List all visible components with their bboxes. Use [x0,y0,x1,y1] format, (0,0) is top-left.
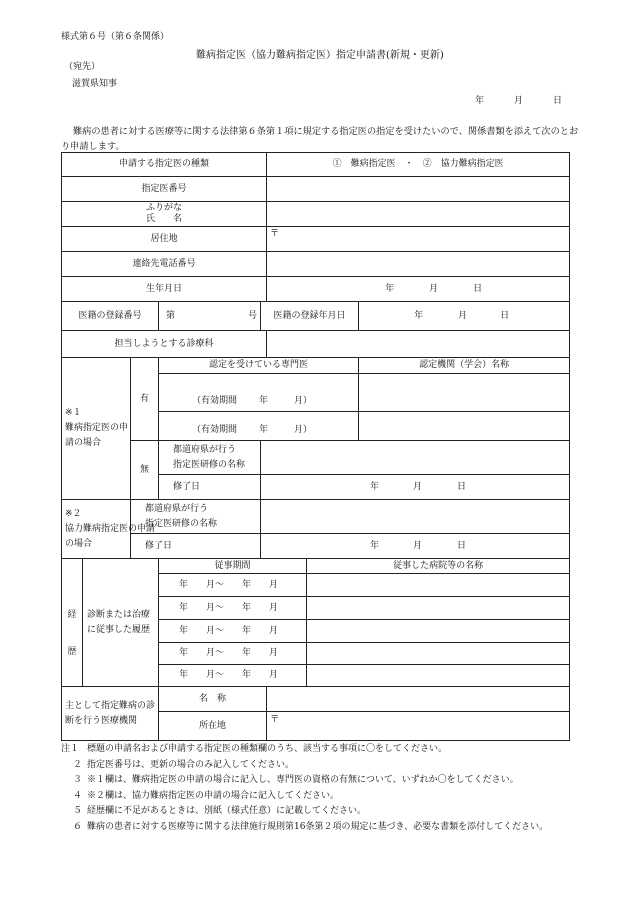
date-year: 年 [475,96,485,106]
training-label-1: 都道府県が行う 指定医研修の名称 [159,441,261,475]
doctor-no-field[interactable] [267,177,570,202]
application-form [61,152,570,741]
birth-day: 日 [473,283,483,294]
furigana-label: ふりがな [146,203,183,213]
reg-no-field[interactable] [159,302,261,331]
period-row-5[interactable]: 年 月～ 年 月 [159,665,307,687]
address-label: 居住地 [62,227,267,252]
birth-year: 年 [385,283,395,294]
birth-label: 生年月日 [62,277,267,302]
cert-org-field-1[interactable] [359,374,570,412]
note-6: ６ 難病の患者に対する医療等に関する法律施行規則第16条第２項の規定に基づき、必要な書類を添付してください。 [73,821,549,832]
completion-field-1[interactable] [261,475,570,500]
training-field-2[interactable] [261,500,570,534]
birth-month: 月 [429,283,439,294]
date-day: 日 [553,96,563,106]
dept-label: 担当しようとする診療科 [62,331,267,358]
hospital-label: 従事した病院等の名称 [307,559,570,574]
s2-label-cell [62,500,156,559]
date-month: 月 [514,96,524,106]
completion-label-1: 修了日 [159,475,261,500]
valid-close-2: 月） [294,425,313,435]
cert-org-label: 認定機関（学会）名称 [359,358,570,374]
reg-date-field[interactable] [359,302,570,331]
hospital-row-1[interactable] [307,574,570,597]
training-label-2: 都道府県が行う 指定医研修の名称 [131,500,261,534]
addressee-label: （宛先） [64,62,101,72]
addressee: 滋賀県知事 [72,79,118,89]
yes-label[interactable]: 有 [131,358,159,441]
career-label-cell [62,559,83,687]
specialist-field-1[interactable] [159,374,359,412]
valid-label-1: （有効期間 [192,396,238,406]
career-desc: 診断または治療に従事した履歴 [83,559,159,687]
phone-label: 連絡先電話番号 [62,252,267,277]
reg-no-label: 医籍の登録番号 [62,302,159,331]
inst-name-field[interactable] [267,687,570,712]
comp1-year: 年 [370,481,380,492]
specialist-field-2[interactable] [159,412,359,441]
notes [61,742,581,835]
inst-name-label: 名 称 [159,687,267,712]
comp2-year: 年 [370,540,380,551]
note-3: ３ ※１欄は、難病指定医の申請の場合に記入し、専門医の資格の有無について、いずれか〇をしてください。 [73,775,519,785]
reg-dai: 第 [166,310,176,321]
type-options[interactable]: ① 難病指定医 ・ ② 協力難病指定医 [267,153,570,177]
period-row-2[interactable]: 年 月～ 年 月 [159,597,307,620]
comp2-month: 月 [413,540,423,551]
note-4: ４ ※２欄は、協力難病指定医の申請の場合に記入してください。 [73,790,340,801]
intro-text: 難病の患者に対する医療等に関する法律第６条第１項に規定する指定医の指定を受けたいので、関係書類を添えて次のとおり申請します。 [61,126,579,152]
comp2-day: 日 [457,540,467,551]
hospital-row-5[interactable] [307,665,570,687]
s1-mark: ※１ [65,408,82,418]
inst-addr-label: 所在地 [159,712,267,741]
s1-label: 難病指定医の申請の場合 [65,423,129,448]
valid-label-2: （有効期間 [192,425,238,435]
reg-year: 年 [414,310,424,321]
specialist-label: 認定を受けている専門医 [159,358,359,374]
comp1-day: 日 [457,481,467,492]
cert-org-field-2[interactable] [359,412,570,441]
reg-go: 号 [247,310,257,321]
inst-postal-mark: 〒 [270,715,280,725]
valid-year-2: 年 [259,425,269,435]
career-char-1: 経 [67,610,77,620]
training-field-1[interactable] [261,441,570,475]
postal-mark: 〒 [270,229,280,239]
hospital-row-4[interactable] [307,643,570,665]
hospital-row-3[interactable] [307,620,570,643]
inst-addr-field[interactable] [267,712,570,741]
name-field[interactable] [267,202,570,227]
completion-field-2[interactable] [261,534,570,559]
period-row-4[interactable]: 年 月～ 年 月 [159,643,307,665]
dept-field[interactable] [267,331,570,358]
inst-label: 主として指定難病の診断を行う医療機関 [62,687,159,741]
phone-field[interactable] [267,252,570,277]
hospital-row-2[interactable] [307,597,570,620]
valid-close-1: 月） [294,396,313,406]
reg-date-label: 医籍の登録年月日 [261,302,359,331]
period-row-3[interactable]: 年 月～ 年 月 [159,620,307,643]
note-1: 注１ 標題の申請名および申請する指定医の種類欄のうち、該当する事項に〇をしてください。 [61,744,448,754]
s2-label: 協力難病指定医の申請の場合 [65,523,156,549]
no-label[interactable]: 無 [131,441,159,500]
period-label: 従事期間 [159,559,307,574]
address-field[interactable] [267,227,570,252]
reg-day: 日 [500,310,510,321]
form-title: 難病指定医（協力難病指定医）指定申請書(新規・更新) [196,50,444,61]
name-label: 氏 名 [146,214,183,224]
birth-field[interactable] [267,277,570,302]
s1-label-cell [62,358,131,500]
career-char-2: 歴 [67,647,77,657]
note-2: ２ 指定医番号は、更新の場合のみ記入してください。 [73,759,295,770]
name-label-cell [62,202,267,227]
reg-month: 月 [458,310,468,321]
completion-label-2: 修了日 [131,534,261,559]
valid-year-1: 年 [259,396,269,406]
note-5: ５ 経歴欄に不足があるときは、別紙（様式任意）に記載してください。 [73,806,367,816]
type-label: 申請する指定医の種類 [62,153,267,177]
comp1-month: 月 [413,481,423,492]
period-row-1[interactable]: 年 月～ 年 月 [159,574,307,597]
doctor-no-label: 指定医番号 [62,177,267,202]
s2-mark: ※２ [65,508,82,519]
form-number: 様式第６号（第６条関係） [61,32,170,42]
